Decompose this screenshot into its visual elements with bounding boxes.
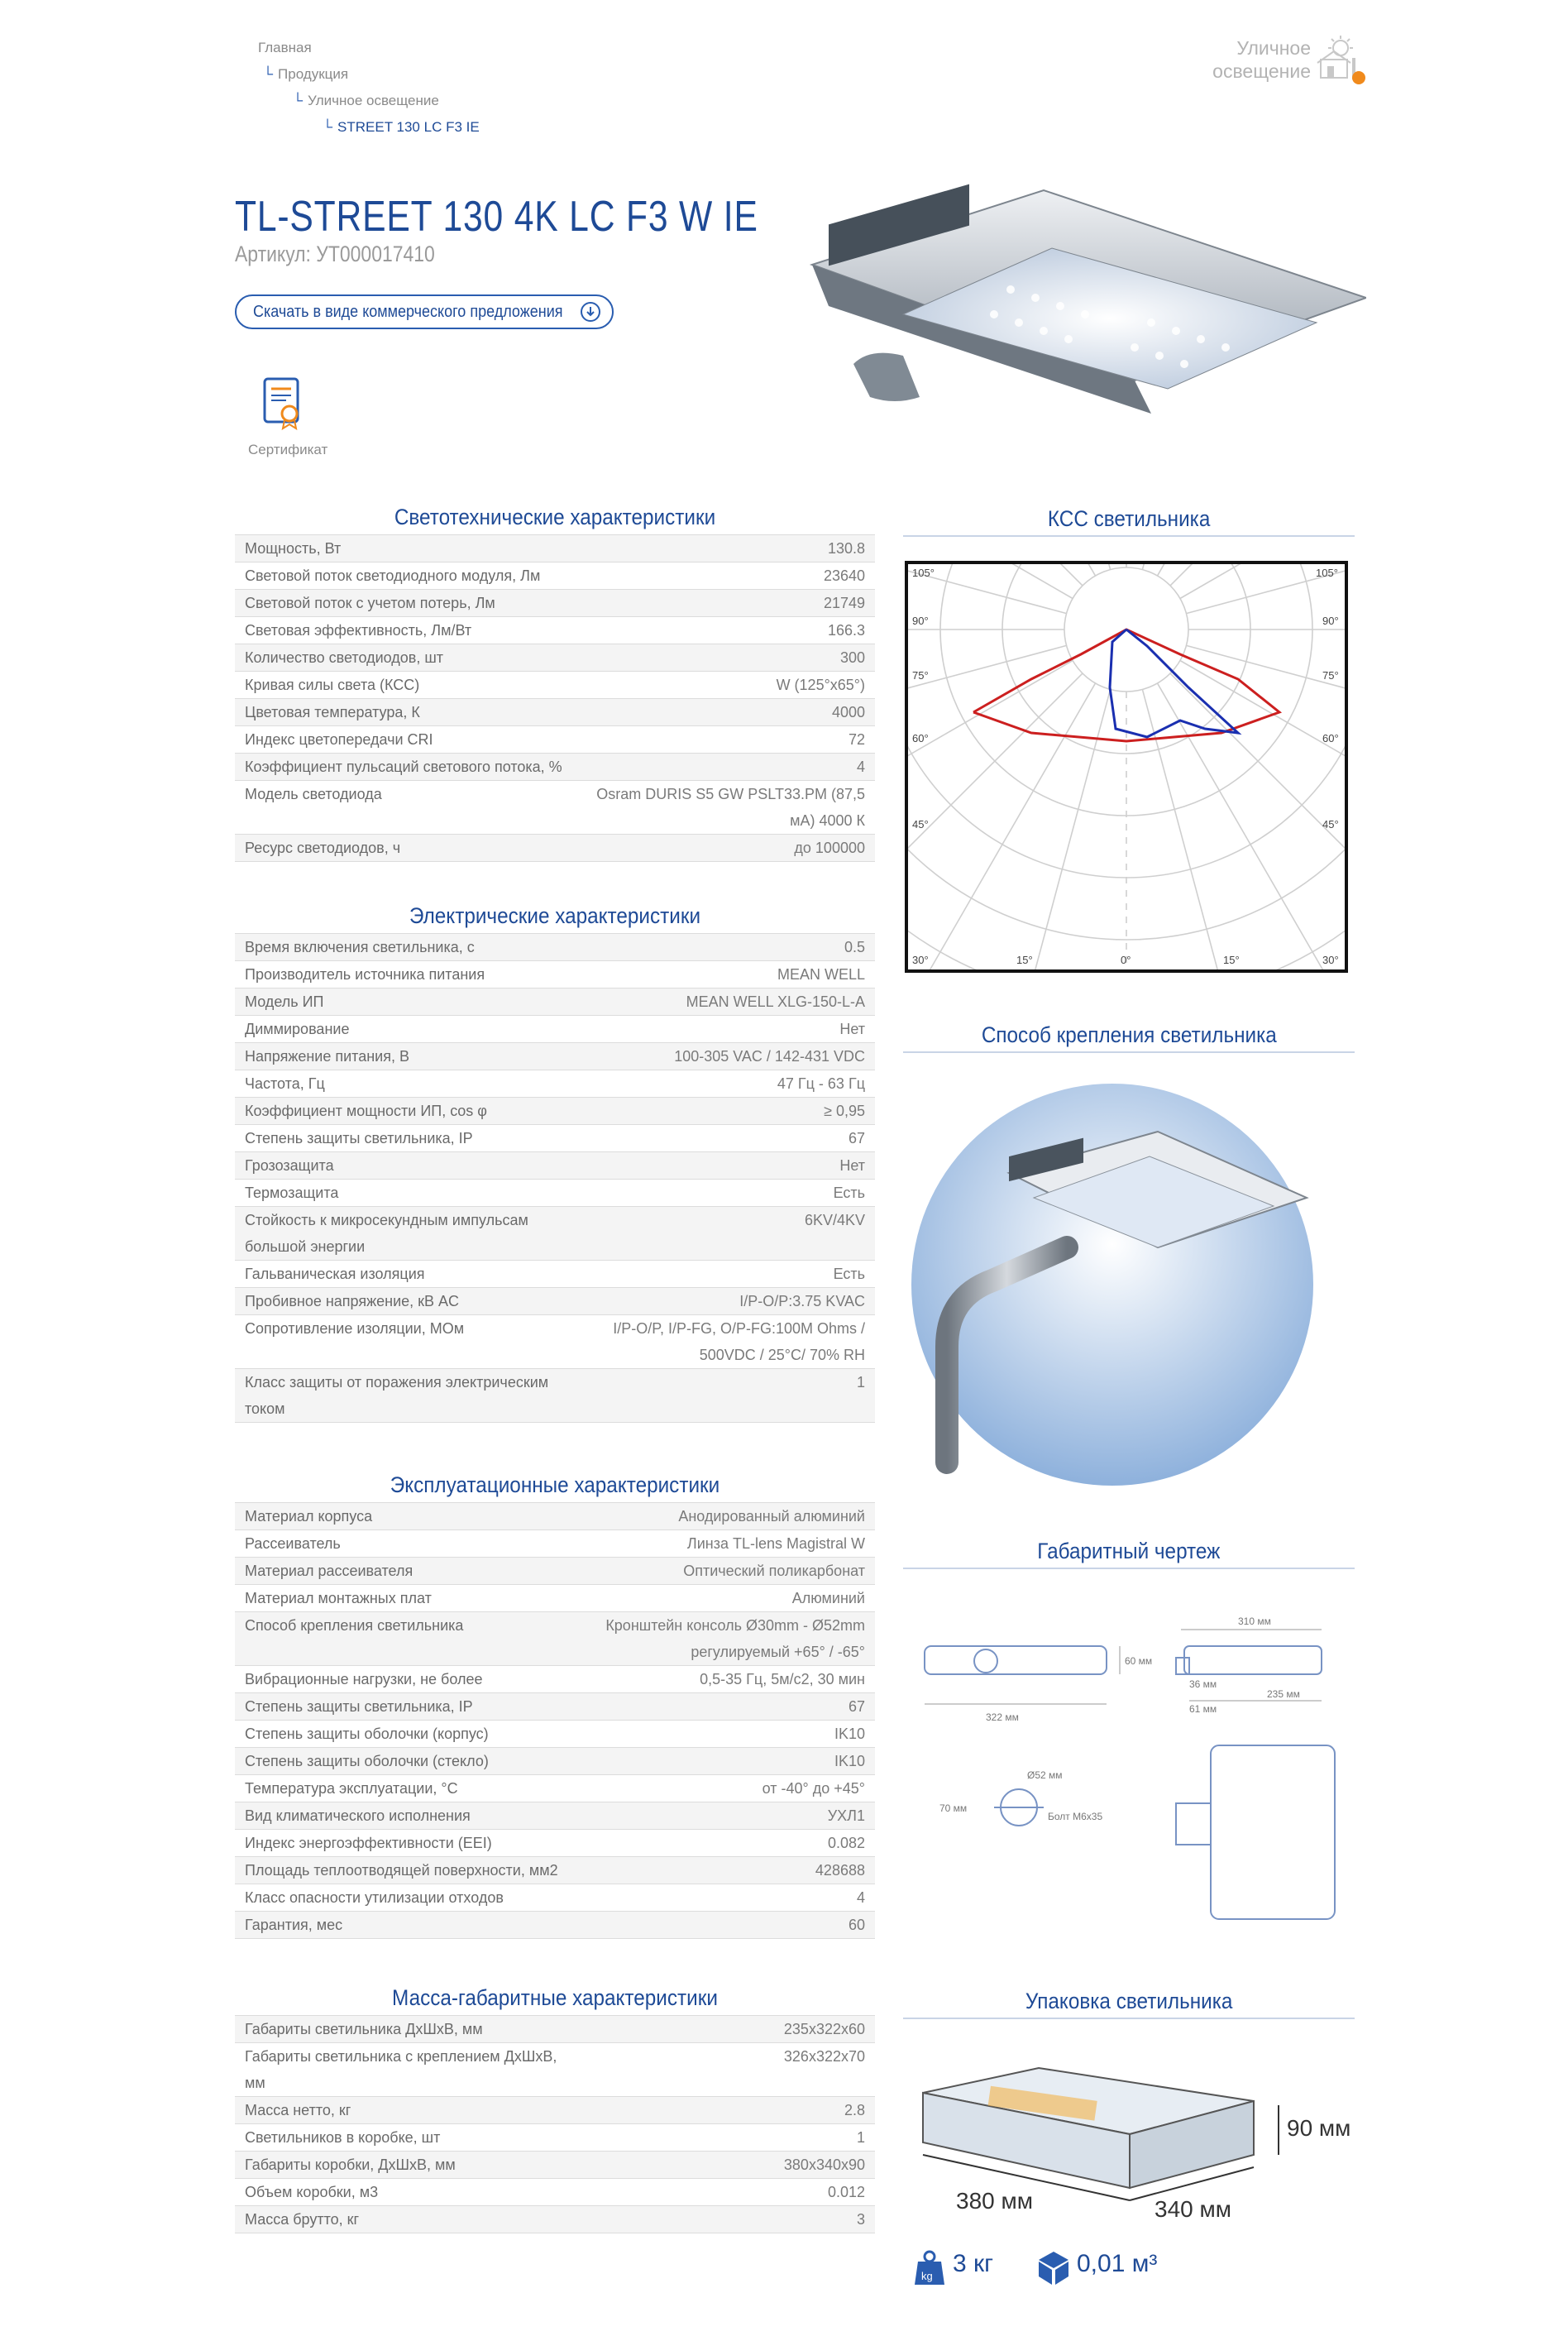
- angle-label-60-right: 60°: [1322, 732, 1339, 744]
- row-value: I/P-O/P:3.75 KVAC: [739, 1293, 865, 1309]
- row-value: 235x322x60: [783, 2021, 865, 2037]
- angle-label-90-right: 90°: [1322, 615, 1339, 627]
- row-value: Оптический поликарбонат: [683, 1563, 865, 1579]
- breadcrumb-products[interactable]: └ Продукция: [263, 66, 349, 82]
- row-label: Габариты коробки, ДхШхВ, мм: [245, 2156, 456, 2173]
- pack-volume: 0,01 м³: [1077, 2250, 1158, 2277]
- table-row: [235, 2016, 875, 2043]
- table-row: [235, 535, 875, 562]
- row-value: 4000: [831, 704, 865, 720]
- row-value: 67: [848, 1698, 865, 1715]
- row-value: 1: [856, 2129, 865, 2146]
- table-row: [235, 1207, 875, 1261]
- mounting-illustration: [910, 1082, 1315, 1487]
- certificate-link[interactable]: [248, 377, 328, 468]
- table-row: [235, 1369, 875, 1423]
- table-row: [235, 1043, 875, 1070]
- row-value: Нет: [839, 1157, 865, 1174]
- table-row: [235, 1016, 875, 1043]
- row-value: 23640: [823, 567, 865, 584]
- row-value: MEAN WELL: [777, 966, 865, 983]
- table-row: [235, 1612, 875, 1666]
- page-title: TL-STREET 130 4K LC F3 W IE: [235, 193, 758, 241]
- row-label: Рассеиватель: [245, 1535, 341, 1552]
- row-value: W (125°x65°): [776, 677, 865, 693]
- row-value: 326x322x70: [783, 2048, 865, 2065]
- drawing-title: Габаритный чертеж: [903, 1539, 1355, 1569]
- dim-70: 70 мм: [939, 1802, 968, 1814]
- row-label: Гарантия, мес: [245, 1917, 343, 1933]
- bolt-label: Болт М6х35: [1048, 1811, 1103, 1822]
- row-label: Напряжение питания, В: [245, 1048, 409, 1065]
- table-row: [235, 726, 875, 754]
- row-label: Время включения светильника, с: [245, 939, 475, 955]
- table-row: [235, 1802, 875, 1830]
- row-label: Степень защиты светильника, IP: [245, 1130, 473, 1146]
- pack-length: 380 мм: [956, 2188, 1033, 2214]
- row-label: Термозащита: [245, 1185, 339, 1201]
- row-label: Сопротивление изоляции, МОм: [245, 1320, 465, 1337]
- section-title-dimensions: Масса-габаритные характеристики: [392, 1985, 718, 2010]
- breadcrumb-home[interactable]: Главная: [258, 40, 312, 55]
- table-row: [235, 1261, 875, 1288]
- row-value: 67: [848, 1130, 865, 1146]
- angle-label-45-left: 45°: [912, 818, 929, 831]
- dim-52: Ø52 мм: [1027, 1769, 1063, 1781]
- row-value: ≥ 0,95: [824, 1103, 865, 1119]
- row-value: 380x340x90: [783, 2156, 865, 2173]
- row-value: 2.8: [844, 2102, 865, 2118]
- angle-label-15-left: 15°: [1016, 954, 1033, 966]
- table-row: [235, 617, 875, 644]
- row-value: УХЛ1: [827, 1807, 865, 1824]
- product-photo: [804, 174, 1366, 422]
- row-value: 0.5: [844, 939, 865, 955]
- table-row: [235, 2179, 875, 2206]
- angle-label-75-right: 75°: [1322, 669, 1339, 682]
- angle-label-105-right: 105°: [1316, 567, 1338, 579]
- pack-weight: 3 кг: [953, 2250, 994, 2277]
- table-row: [235, 1912, 875, 1939]
- table-row: [235, 934, 875, 961]
- row-label: Грозозащита: [245, 1157, 334, 1174]
- row-value: 6KV/4KV: [804, 1212, 865, 1228]
- row-label: Масса брутто, кг: [245, 2211, 360, 2228]
- table-row: [235, 1666, 875, 1693]
- table-operational: [235, 1502, 875, 1939]
- article-number: Артикул: УТ000017410: [235, 242, 435, 266]
- angle-label-0: 0°: [1121, 954, 1131, 966]
- certificate-icon: [261, 377, 306, 430]
- row-label: Материал корпуса: [245, 1508, 373, 1525]
- table-row: [235, 1884, 875, 1912]
- row-label: Габариты светильника ДхШхВ, мм: [245, 2021, 483, 2037]
- table-row: [235, 1530, 875, 1558]
- download-offer-label: Скачать в виде коммерческого предложения: [253, 303, 563, 321]
- table-row: [235, 1558, 875, 1585]
- section-title-electrical: Электрические характеристики: [409, 903, 701, 928]
- table-row: [235, 2097, 875, 2124]
- table-row: [235, 1721, 875, 1748]
- row-value: 300: [839, 649, 865, 666]
- row-label: Коэффициент пульсаций светового потока, %: [245, 759, 562, 775]
- table-dimensions: [235, 2015, 875, 2233]
- table-row: [235, 754, 875, 781]
- row-label: Диммирование: [245, 1021, 350, 1037]
- row-label: Материал монтажных плат: [245, 1590, 432, 1606]
- row-label: Материал рассеивателя: [245, 1563, 414, 1579]
- table-row: [235, 1748, 875, 1775]
- row-label: Гальваническая изоляция: [245, 1266, 425, 1282]
- table-row: [235, 1070, 875, 1098]
- table-row: [235, 699, 875, 726]
- breadcrumb-current: └ STREET 130 LC F3 IE: [323, 119, 480, 135]
- table-row: [235, 1125, 875, 1152]
- table-row: [235, 2152, 875, 2179]
- row-value: 0.012: [827, 2184, 865, 2200]
- package-illustration: [906, 2043, 1353, 2250]
- row-label: Коэффициент мощности ИП, cos φ: [245, 1103, 487, 1119]
- row-value: от -40° до +45°: [762, 1780, 865, 1797]
- breadcrumb-street-lighting[interactable]: └ Уличное освещение: [293, 93, 439, 108]
- row-value: Есть: [833, 1185, 865, 1201]
- polar-spoke: [1170, 673, 1346, 970]
- row-label: Класс опасности утилизации отходов: [245, 1889, 504, 1906]
- row-label: Производитель источника питания: [245, 966, 485, 983]
- row-value: 3: [856, 2211, 865, 2228]
- row-label: Вид климатического исполнения: [245, 1807, 471, 1824]
- row-label: Световой поток светодиодного модуля, Лм: [245, 567, 541, 584]
- row-label: Пробивное напряжение, кВ AC: [245, 1293, 460, 1309]
- table-row: [235, 988, 875, 1016]
- row-value: MEAN WELL XLG-150-L-A: [686, 993, 865, 1010]
- row-label: Мощность, Вт: [245, 540, 342, 557]
- polar-spoke: [1158, 683, 1346, 970]
- table-row: [235, 590, 875, 617]
- row-label: Частота, Гц: [245, 1075, 325, 1092]
- pack-title: Упаковка светильника: [903, 1989, 1355, 2019]
- angle-label-45-right: 45°: [1322, 818, 1339, 831]
- row-label: Световой поток с учетом потерь, Лм: [245, 595, 495, 611]
- row-label: Объем коробки, м3: [245, 2184, 379, 2200]
- row-label: Ресурс светодиодов, ч: [245, 840, 401, 856]
- row-value: 47 Гц - 63 Гц: [777, 1075, 865, 1092]
- table-electrical: [235, 933, 875, 1423]
- angle-label-15-right: 15°: [1223, 954, 1240, 966]
- table-row: [235, 1288, 875, 1315]
- polar-grid: [907, 563, 1346, 970]
- dim-61: 61 мм: [1189, 1703, 1217, 1715]
- row-label: Степень защиты оболочки (корпус): [245, 1726, 489, 1742]
- dim-60: 60 мм: [1125, 1655, 1153, 1667]
- kss-polar-chart: [905, 561, 1348, 973]
- row-value: Алюминий: [791, 1590, 865, 1606]
- table-row: [235, 1315, 875, 1369]
- row-label: Масса нетто, кг: [245, 2102, 351, 2118]
- download-icon: [581, 302, 600, 322]
- row-label: Температура эксплуатации, °С: [245, 1780, 458, 1797]
- row-value: 166.3: [827, 622, 865, 639]
- pack-height: 90 мм: [1287, 2115, 1351, 2141]
- row-value: 21749: [823, 595, 865, 611]
- row-value: Есть: [833, 1266, 865, 1282]
- row-label: Степень защиты оболочки (стекло): [245, 1753, 489, 1769]
- category-line2: освещение: [1212, 60, 1311, 82]
- table-row: [235, 1098, 875, 1125]
- table-row: [235, 1857, 875, 1884]
- row-label: Класс защиты от поражения электрическим током: [245, 1374, 549, 1417]
- table-row: [235, 1152, 875, 1180]
- row-value: 130.8: [827, 540, 865, 557]
- table-row: [235, 2043, 875, 2097]
- dim-322: 322 мм: [986, 1711, 1019, 1723]
- row-value: I/P-O/P, I/P-FG, O/P-FG:100M Ohms / 500VDC / 25°C/ 70% RH: [613, 1320, 865, 1363]
- table-row: [235, 1830, 875, 1857]
- row-label: Световая эффективность, Лм/Вт: [245, 622, 472, 639]
- row-label: Модель светодиода: [245, 786, 382, 802]
- polar-spoke: [907, 683, 1096, 970]
- certificate-label: Сертификат: [248, 442, 328, 457]
- weight-icon: [913, 2250, 946, 2286]
- angle-label-75-left: 75°: [912, 669, 929, 682]
- section-title-lighting: Светотехнические характеристики: [394, 505, 716, 529]
- row-label: Вибрационные нагрузки, не более: [245, 1671, 483, 1687]
- table-row: [235, 672, 875, 699]
- row-label: Площадь теплоотводящей поверхности, мм2: [245, 1862, 558, 1879]
- angle-label-30-left: 30°: [912, 954, 929, 966]
- row-label: Светильников в коробке, шт: [245, 2129, 441, 2146]
- row-value: Кронштейн консоль Ø30mm - Ø52mm регулируемый +65° / -65°: [605, 1617, 865, 1660]
- section-title-operational: Эксплуатационные характеристики: [390, 1472, 720, 1497]
- angle-label-60-left: 60°: [912, 732, 929, 744]
- row-label: Индекс энергоэффективности (EEI): [245, 1835, 492, 1851]
- polar-spoke: [907, 661, 1073, 920]
- table-row: [235, 1503, 875, 1530]
- category-logo[interactable]: [1203, 33, 1369, 91]
- polar-spoke: [907, 673, 1083, 970]
- row-label: Стойкость к микросекундным импульсам большой энергии: [245, 1212, 528, 1255]
- dim-235: 235 мм: [1267, 1688, 1300, 1700]
- table-lighting: [235, 534, 875, 862]
- row-value: 60: [848, 1917, 865, 1933]
- row-value: 72: [848, 731, 865, 748]
- angle-label-90-left: 90°: [912, 615, 929, 627]
- row-value: IK10: [834, 1726, 865, 1742]
- kss-title: КСС светильника: [903, 506, 1355, 537]
- row-value: Osram DURIS S5 GW PSLT33.PM (87,5 мА) 4000 К: [596, 786, 865, 829]
- table-row: [235, 1180, 875, 1207]
- row-value: IK10: [834, 1753, 865, 1769]
- table-row: [235, 2206, 875, 2233]
- row-label: Индекс цветопередачи CRI: [245, 731, 433, 748]
- table-row: [235, 781, 875, 835]
- row-value: Линза TL-lens Magistral W: [686, 1535, 865, 1552]
- row-value: 0.082: [827, 1835, 865, 1851]
- row-value: 100-305 VAC / 142-431 VDC: [674, 1048, 865, 1065]
- row-label: Габариты светильника с креплением ДхШхВ, мм: [245, 2048, 557, 2091]
- row-value: 0,5-35 Гц, 5м/с2, 30 мин: [700, 1671, 865, 1687]
- row-label: Цветовая температура, К: [245, 704, 420, 720]
- table-row: [235, 644, 875, 672]
- svg-text:kg: kg: [921, 2270, 933, 2282]
- row-value: до 100000: [794, 840, 865, 856]
- row-value: 428688: [815, 1862, 865, 1879]
- pack-width: 340 мм: [1154, 2196, 1231, 2222]
- dim-36: 36 мм: [1189, 1678, 1217, 1690]
- table-row: [235, 1693, 875, 1721]
- row-label: Способ крепления светильника: [245, 1617, 464, 1634]
- table-row: [235, 1775, 875, 1802]
- table-row: [235, 1585, 875, 1612]
- category-line1: Уличное: [1236, 37, 1311, 59]
- table-row: [235, 961, 875, 988]
- download-offer-button[interactable]: [235, 294, 614, 329]
- volume-icon: [1037, 2250, 1070, 2286]
- row-value: 1: [856, 1374, 865, 1391]
- angle-label-105-left: 105°: [912, 567, 935, 579]
- row-label: Количество светодиодов, шт: [245, 649, 444, 666]
- dim-310: 310 мм: [1238, 1616, 1271, 1627]
- dimension-drawing: [903, 1596, 1355, 1927]
- mount-title: Способ крепления светильника: [903, 1022, 1355, 1053]
- row-label: Степень защиты светильника, IP: [245, 1698, 473, 1715]
- angle-label-30-right: 30°: [1322, 954, 1339, 966]
- table-row: [235, 2124, 875, 2152]
- row-value: Анодированный алюминий: [678, 1508, 865, 1525]
- row-value: Нет: [839, 1021, 865, 1037]
- row-label: Модель ИП: [245, 993, 324, 1010]
- row-label: Кривая силы света (КСС): [245, 677, 420, 693]
- street-lamp-icon: [1316, 33, 1369, 86]
- table-row: [235, 562, 875, 590]
- table-row: [235, 835, 875, 862]
- row-value: 4: [856, 1889, 865, 1906]
- row-value: 4: [856, 759, 865, 775]
